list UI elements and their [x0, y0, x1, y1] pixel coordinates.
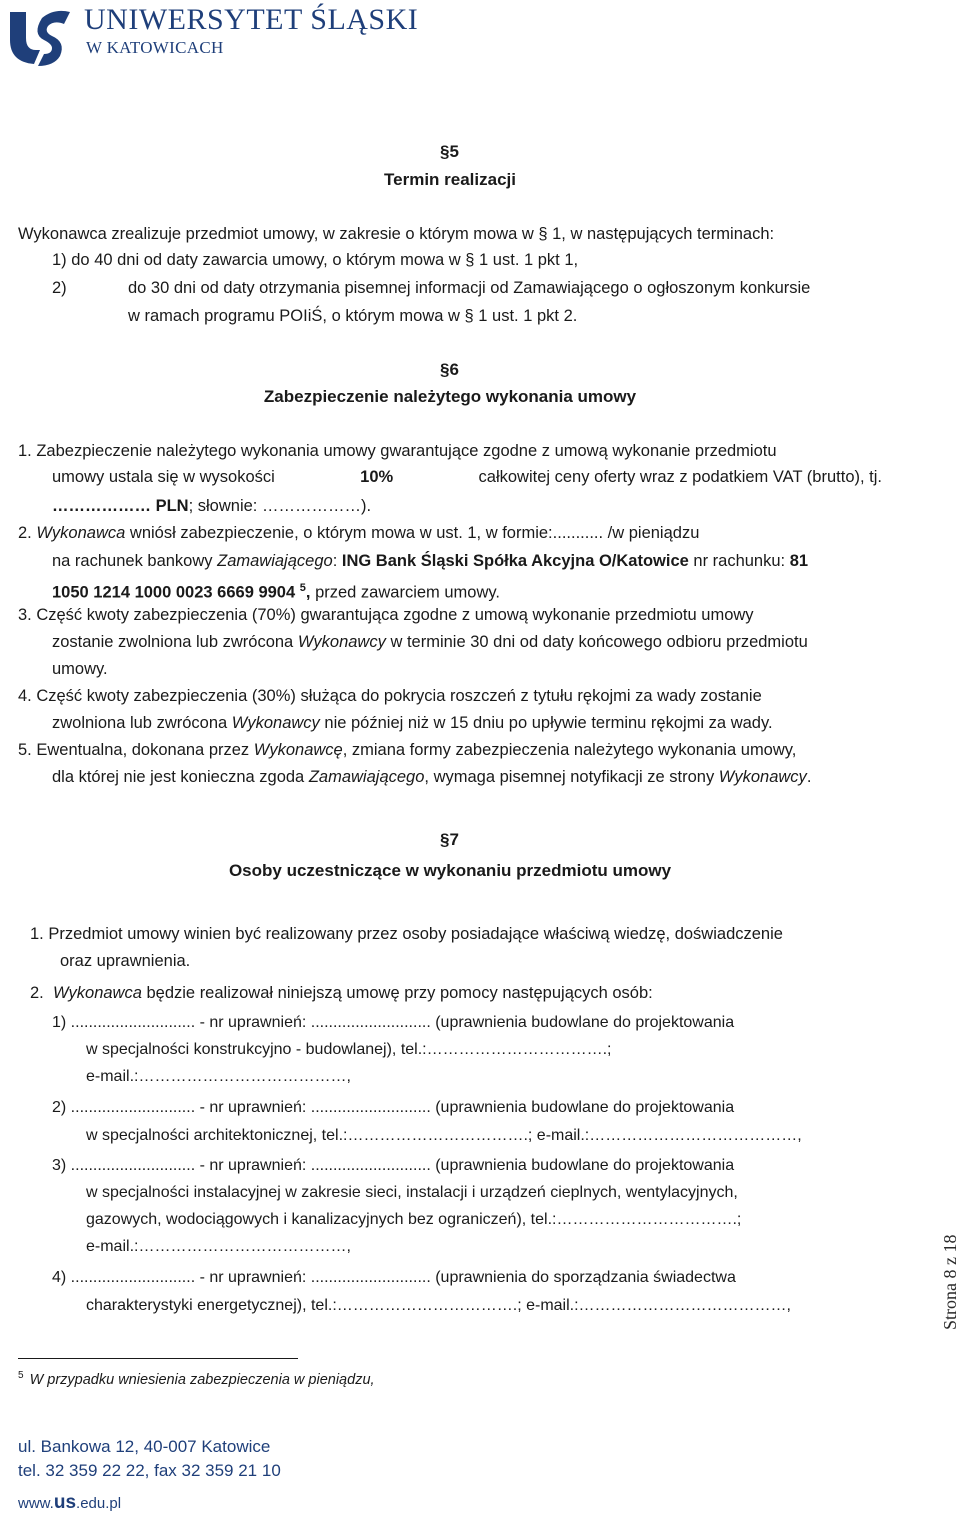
footnote-mark: 5	[18, 1370, 24, 1381]
s7-p2-text: będzie realizował niniejszą umowę przy pomocy następujących osób:	[146, 984, 653, 1002]
s6-p1-amount-dots: ………………	[52, 497, 151, 515]
section-5-item-2-number: 2)	[52, 279, 67, 297]
page-number: Strona 8 z 18	[940, 1234, 960, 1330]
s6-para-1-line-1: 1. Zabezpieczenie należytego wykonania umowy gwarantujące zgodne z umową wykonanie przedmiotu	[18, 442, 777, 460]
s6-p3-text-c: w terminie 30 dni od daty końcowego odbioru przedmiotu	[390, 633, 808, 651]
s6-p5-text-d: dla której nie jest konieczna zgoda	[52, 768, 305, 786]
s6-p5-text-a: 5. Ewentualna, dokonana przez	[18, 741, 250, 759]
s7-para-1-line-1: 1. Przedmiot umowy winien być realizowany przez osoby posiadające właściwą wiedzę, doświadczenie	[30, 925, 783, 943]
s7-person-4-line-2: charakterystyki energetycznej), tel.:…………………………….; e-mail.:…………………………………,	[86, 1297, 791, 1314]
footnote	[18, 1370, 375, 1388]
footnote-ref-5[interactable]: 5	[299, 582, 306, 594]
s6-p1-percent: 10%	[360, 468, 394, 486]
s7-para-2	[30, 983, 653, 1003]
s6-para-3-line-2	[52, 632, 808, 652]
s6-p3-contractor: Wykonawcy	[297, 633, 386, 651]
s6-p2-account-number: 1050 1214 1000 0023 6669 9904	[52, 583, 296, 602]
section-7-number: §7	[440, 830, 459, 849]
s6-p4-text-c: nie później niż w 15 dniu po upływie terminu rękojmi za wady.	[324, 714, 773, 732]
s7-person-3-line-2: w specjalności instalacyjnej w zakresie sieci, instalacji i urządzeń cieplnych, wentylacyjnych,	[86, 1184, 738, 1201]
s6-p2-comma: ,	[305, 583, 311, 602]
s6-p2-account-no-label: nr rachunku:	[693, 552, 786, 570]
section-7-title: Osoby uczestniczące w wykonaniu przedmiotu umowy	[228, 861, 672, 880]
s6-p4-contractor: Wykonawcy	[231, 714, 320, 732]
s7-person-2-line-2: w specjalności architektonicznej, tel.:…………………………….; e-mail.:…………………………………,	[86, 1127, 802, 1144]
s7-person-3-line-4: e-mail.:…………………………………,	[86, 1238, 351, 1255]
section-5-title: Termin realizacji	[384, 170, 516, 189]
s7-person-3-line-3: gazowych, wodociągowych i kanalizacyjnych bez ograniczeń), tel.:…………………………….;	[86, 1211, 742, 1228]
s6-p3-text-a: zostanie zwolniona lub zwrócona	[52, 633, 294, 651]
s6-para-5-line-2	[52, 767, 811, 787]
university-logo-icon	[4, 4, 74, 70]
s6-para-5-line-1	[18, 740, 796, 760]
section-5-intro: Wykonawca zrealizuje przedmiot umowy, w zakresie o którym mowa w § 1, w następujących terminach:	[18, 225, 775, 243]
section-6-number: §6	[440, 360, 459, 379]
s6-para-1-line-3	[52, 496, 371, 516]
s6-p1-text-a: umowy ustala się w wysokości	[52, 468, 275, 486]
s6-p2-colon: :	[332, 552, 338, 570]
s6-p5-period: .	[806, 768, 812, 786]
s6-p5-contractor-2: Wykonawcy	[718, 768, 807, 786]
footnote-separator	[18, 1358, 298, 1359]
s7-person-1-line-3: e-mail.:…………………………………,	[86, 1068, 351, 1085]
s7-person-1-line-2: w specjalności konstrukcyjno - budowlanej), tel.:…………………………….;	[86, 1041, 612, 1058]
section-5-item-2-line-1: do 30 dni od daty otrzymania pisemnej informacji od Zamawiającego o ogłoszonym konkursie	[128, 279, 811, 297]
section-6-title: Zabezpieczenie należytego wykonania umowy	[263, 387, 637, 406]
s6-para-3-line-3: umowy.	[52, 660, 108, 678]
s6-para-4-line-2	[52, 713, 773, 733]
s6-para-1-line-2	[52, 468, 882, 487]
s6-para-2-line-2	[52, 551, 808, 571]
s6-para-3-line-1: 3. Część kwoty zabezpieczenia (70%) gwarantująca zgodne z umową wykonanie przedmiotu umowy	[18, 606, 754, 624]
s6-p2-account-label: na rachunek bankowy	[52, 552, 213, 570]
s6-para-4-line-1: 4. Część kwoty zabezpieczenia (30%) służąca do pokrycia roszczeń z tytułu rękojmi za wady zostanie	[18, 687, 762, 705]
footer-phone: tel. 32 359 22 22, fax 32 359 21 10	[18, 1461, 281, 1480]
s6-p1-text-c: całkowitej ceny oferty wraz z podatkiem VAT (brutto), tj.	[478, 468, 882, 486]
s6-p2-account-start: 81	[789, 552, 809, 570]
s6-p2-ordering-party: Zamawiającego	[217, 552, 333, 570]
s6-p5-text-c: , zmiana formy zabezpieczenia należytego wykonania umowy,	[342, 741, 797, 759]
s6-p4-text-a: zwolniona lub zwrócona	[52, 714, 228, 732]
s6-p5-contractor: Wykonawcę	[253, 741, 343, 759]
section-5-item-1: 1) do 40 dni od daty zawarcia umowy, o którym mowa w § 1 ust. 1 pkt 1,	[52, 251, 579, 269]
section-5-item-2-line-2: w ramach programu POIiŚ, o którym mowa w § 1 ust. 1 pkt 2.	[128, 307, 578, 325]
web-us: us	[53, 1492, 77, 1513]
university-name: UNIWERSYTET ŚLĄSKI	[84, 3, 419, 36]
s7-para-1-line-2: oraz uprawnienia.	[60, 952, 191, 970]
s6-p1-words: ; słownie: ………………).	[188, 497, 372, 515]
s7-person-1-line-1: 1) ............................ - nr uprawnień: ........................... (uprawnienia budowlane do projektowania	[52, 1014, 735, 1031]
web-prefix: www.	[18, 1495, 54, 1512]
s7-person-4-line-1: 4) ............................ - nr uprawnień: ........................... (uprawnienia do sporządzania świadectwa	[52, 1269, 736, 1286]
s7-p2-contractor: Wykonawca	[52, 984, 142, 1002]
footer-address: ul. Bankowa 12, 40-007 Katowice	[18, 1437, 271, 1456]
s6-p2-contractor: Wykonawca	[36, 524, 126, 542]
s7-person-2-line-1: 2) ............................ - nr uprawnień: ........................... (uprawnienia budowlane do projektowania	[52, 1099, 735, 1116]
s6-p2-num: 2.	[18, 524, 32, 542]
s6-para-2-line-3	[52, 578, 500, 603]
s7-p2-num: 2.	[30, 984, 44, 1002]
university-city: W KATOWICACH	[86, 38, 224, 57]
s6-p2-bank-name: ING Bank Śląski Spółka Akcyjna O/Katowice	[341, 552, 689, 570]
s6-p2-form: wniósł zabezpieczenie, o którym mowa w ust. 1, w formie:........... /w pieniądzu	[129, 524, 700, 542]
s7-person-3-line-1: 3) ............................ - nr uprawnień: ........................... (uprawnienia budowlane do projektowania	[52, 1157, 735, 1174]
s6-p5-ordering-party: Zamawiającego	[308, 768, 425, 786]
s6-para-2-line-1	[18, 523, 699, 543]
s6-p2-before-contract: przed zawarciem umowy.	[315, 583, 500, 602]
footnote-text: W przypadku wniesienia zabezpieczenia w pieniądzu,	[29, 1371, 375, 1388]
section-5-number: §5	[440, 142, 459, 161]
web-suffix: .edu.pl	[76, 1495, 122, 1512]
s6-p1-currency: PLN	[155, 497, 189, 515]
footer-website-link[interactable]	[18, 1492, 121, 1514]
s6-p5-text-e: , wymaga pisemnej notyfikacji ze strony	[424, 768, 715, 786]
